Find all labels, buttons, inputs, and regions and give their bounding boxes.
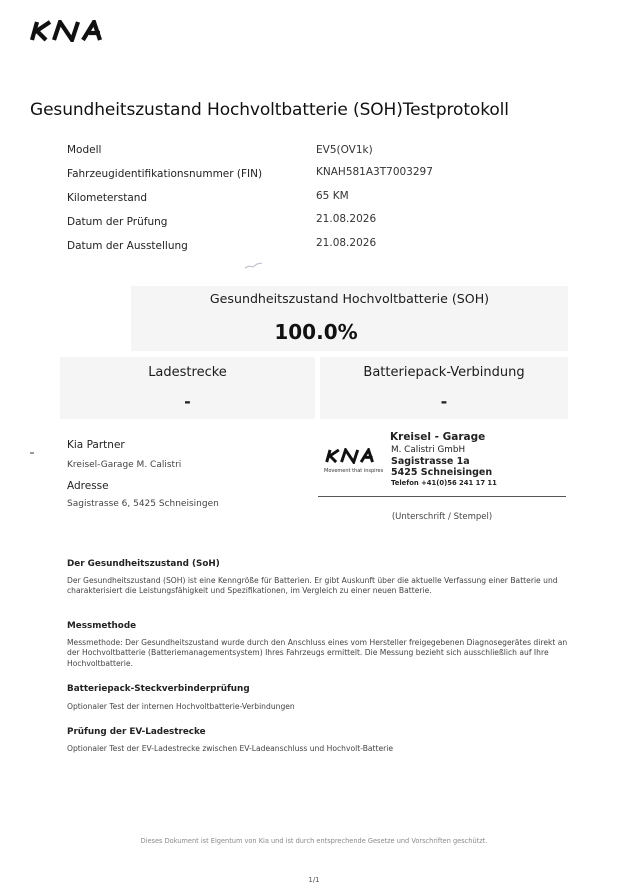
address-value: Sagistrasse 6, 5425 Schneisingen [67, 499, 219, 509]
partner-name: Kreisel-Garage M. Calistri [67, 460, 182, 470]
signature-caption: (Unterschrift / Stempel) [391, 512, 493, 522]
stamp-line-3: Sagistrasse 1a [391, 456, 470, 467]
section-body-connector: Optionaler Test der internen Hochvoltbatterie-Verbindungen [67, 702, 295, 711]
charging-path-title: Ladestrecke [148, 365, 227, 380]
vin-label: Fahrzeugidentifikationsnummer (FIN) [67, 168, 263, 180]
issue-date-label: Datum der Ausstellung [67, 240, 188, 252]
section-body-method: Messmethode: Der Gesundheitszustand wurde durch den Anschluss eines vom Hersteller freigegebenen Diagnosegerätes direkt an der Hochvoltbatterie (Batteriemanagementsystem) Ihres Fahrzeugs ermittelt. Die Messung bezieht sich ausschließlich auf Ihre Hochvoltbatterie. [67, 638, 568, 668]
stamp-line-1: Kreisel - Garage [390, 431, 486, 443]
page-number: 1/1 [308, 876, 320, 884]
issue-date-value: 21.08.2026 [316, 237, 377, 249]
stamp-line-4: 5425 Schneisingen [391, 467, 493, 478]
vin-value: KNAH581A3T7003297 [316, 166, 433, 178]
section-body-soh: Der Gesundheitszustand (SOH) ist eine Kenngröße für Batterien. Er gibt Auskunft über die aktuelle Verfassung einer Batterie und charakterisiert die Leistungsfähigkeit und Spezifikationen, im Vergleich zu einer neuen Batterie. [67, 576, 558, 596]
scan-artifact [244, 262, 264, 270]
footer-note: Dieses Dokument ist Eigentum von Kia und ist durch entsprechende Gesetze und Vorschriften geschützt. [140, 837, 488, 845]
stamp-tagline: Movement that inspires [324, 468, 384, 474]
soh-title: Gesundheitszustand Hochvoltbatterie (SOH) [209, 291, 490, 306]
charging-path-value: - [184, 392, 191, 411]
document-title: Gesundheitszustand Hochvoltbatterie (SOH)Testprotokoll [30, 100, 509, 120]
dealer-stamp [318, 430, 568, 494]
model-value: EV5(OV1k) [316, 144, 373, 156]
stamp-kia-logo [324, 448, 382, 464]
scan-dot [30, 452, 34, 454]
section-title-soh: Der Gesundheitszustand (SoH) [67, 559, 220, 569]
kia-logo [28, 20, 114, 42]
mileage-label: Kilometerstand [67, 192, 148, 204]
section-body-charging: Optionaler Test der EV-Ladestrecke zwischen EV-Ladeanschluss und Hochvolt-Batterie [67, 744, 394, 753]
section-title-method: Messmethode [67, 621, 137, 631]
partner-label: Kia Partner [67, 439, 125, 451]
stamp-line-5: Telefon +41(0)56 241 17 11 [391, 479, 497, 487]
test-date-label: Datum der Prüfung [67, 216, 168, 228]
stamp-line-2: M. Calistri GmbH [391, 445, 466, 455]
section-title-connector: Batteriepack-Steckverbinderprüfung [67, 684, 250, 694]
section-title-charging: Prüfung der EV-Ladestrecke [67, 727, 206, 737]
mileage-value: 65 KM [316, 190, 349, 202]
battery-connection-value: - [440, 392, 448, 411]
signature-line [318, 496, 566, 497]
battery-connection-title: Batteriepack-Verbindung [363, 365, 525, 380]
test-date-value: 21.08.2026 [316, 213, 377, 225]
soh-value: 100.0% [274, 320, 358, 344]
model-label: Modell [67, 144, 102, 156]
address-label: Adresse [67, 480, 109, 492]
